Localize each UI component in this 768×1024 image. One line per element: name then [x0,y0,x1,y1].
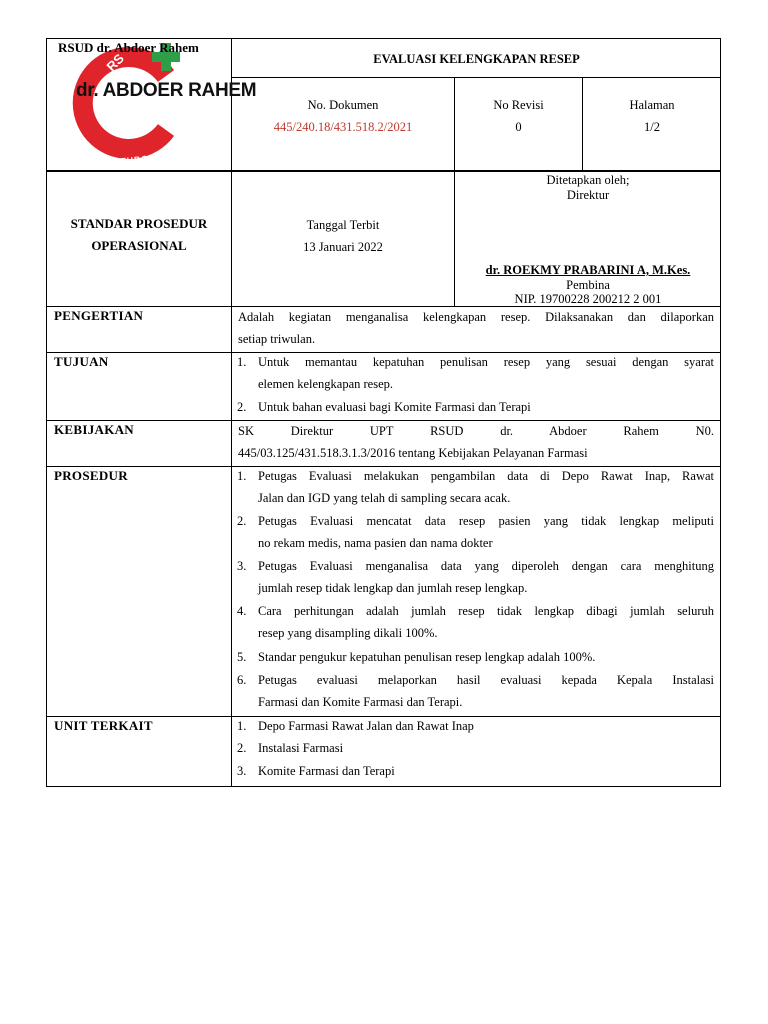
prosedur-item-line: Standar pengukur kepatuhan penulisan resep lengkap adalah 100%. [258,650,596,664]
tujuan-item-line: elemen kelengkapan resep. [258,377,394,391]
prosedur-item-line: Jalan dan IGD yang telah di sampling secara acak. [258,491,511,505]
section-label-kebijakan: KEBIJAKAN [54,422,134,437]
unit-item-number: 1. [237,719,247,733]
unit-item-number: 3. [237,764,247,778]
director-nip: NIP. 19700228 200212 2 001 [514,292,662,306]
date-label: Tanggal Terbit [306,218,380,232]
row-divider-2 [46,352,721,353]
doc-no-value: 445/240.18/431.518.2/2021 [273,120,413,134]
unit-item-line: Instalasi Farmasi [258,741,344,755]
pengertian-text-line1: Adalah kegiatan menganalisa kelengkapan resep. Dilaksanakan dan dilaporkan [238,310,714,324]
prosedur-item-number: 2. [237,514,247,528]
kebijakan-text-line1: SK Direktur UPT RSUD dr. Abdoer Rahem N0. [238,424,714,438]
hospital-logo-icon [54,38,257,170]
prosedur-item-line: Petugas Evaluasi melakukan pengambilan data di Depo Rawat Inap, Rawat [258,469,714,483]
prosedur-item-line: jumlah resep tidak lengkap dan jumlah resep lengkap. [258,581,528,595]
page-label: Halaman [629,98,675,112]
document-title: EVALUASI KELENGKAPAN RESEP [373,52,580,66]
row-divider-3 [46,420,721,421]
section-label-pengertian: PENGERTIAN [54,308,144,323]
unit-item-line: Komite Farmasi dan Terapi [258,764,395,778]
kebijakan-text-line2: 445/03.125/431.518.3.1.3/2016 tentang Kebijakan Pelayanan Farmasi [238,446,588,460]
prosedur-item-line: Petugas Evaluasi menganalisa data yang diperoleh dengan cara menghitung [258,559,714,573]
director-rank: Pembina [566,278,610,292]
prosedur-item-line: Cara perhitungan adalah jumlah resep tidak lengkap dibagi jumlah seluruh [258,604,714,618]
logo-bottom-text: SITUBONDO [110,150,172,168]
prosedur-item-number: 6. [237,673,247,687]
sop-divider-label [231,171,232,787]
row-divider-5 [46,716,721,717]
unit-item-number: 2. [237,741,247,755]
prosedur-item-line: Petugas evaluasi melaporkan hasil evaluasi kepada Kepala Instalasi [258,673,714,687]
prosedur-item-line: Farmasi dan Komite Farmasi dan Terapi. [258,695,463,709]
date-value: 13 Januari 2022 [303,240,383,254]
prosedur-item-line: resep yang disampling dikali 100%. [258,626,438,640]
tujuan-item-number: 1. [237,355,247,369]
logo-arc-text: RS [103,50,127,75]
pengertian-text-line2: setiap triwulan. [238,332,316,346]
tujuan-item-number: 2. [237,400,247,414]
doc-no-label: No. Dokumen [307,98,379,112]
hospital-name: RSUD dr. Abdoer Rahem [58,40,199,55]
section-label-prosedur: PROSEDUR [54,468,128,483]
page-value: 1/2 [644,120,660,134]
section-label-unit-terkait: UNIT TERKAIT [54,718,153,733]
row-divider-4 [46,466,721,467]
tujuan-item-line: Untuk memantau kepatuhan penulisan resep yang sesuai dengan syarat [258,355,714,369]
sop-label-line2: OPERASIONAL [91,238,187,253]
approved-by-line2: Direktur [566,188,610,202]
director-name: dr. ROEKMY PRABARINI A, M.Kes. [485,263,691,277]
revision-value: 0 [515,120,522,134]
tujuan-item-line: Untuk bahan evaluasi bagi Komite Farmasi dan Terapi [258,400,531,414]
prosedur-item-number: 1. [237,469,247,483]
unit-item-line: Depo Farmasi Rawat Jalan dan Rawat Inap [258,719,474,733]
prosedur-item-line: Petugas Evaluasi mencatat data resep pasien yang tidak lengkap meliputi [258,514,714,528]
approved-by-line1: Ditetapkan oleh; [546,173,630,187]
prosedur-item-number: 5. [237,650,247,664]
header-divider-title [231,77,721,78]
section-label-tujuan: TUJUAN [54,354,109,369]
sop-label-line1: STANDAR PROSEDUR [70,216,208,231]
revision-label: No Revisi [493,98,544,112]
prosedur-item-line: no rekam medis, nama pasien dan nama dokter [258,536,493,550]
prosedur-item-number: 3. [237,559,247,573]
prosedur-item-number: 4. [237,604,247,618]
logo-main-text: dr. ABDOER RAHEM [76,80,257,101]
